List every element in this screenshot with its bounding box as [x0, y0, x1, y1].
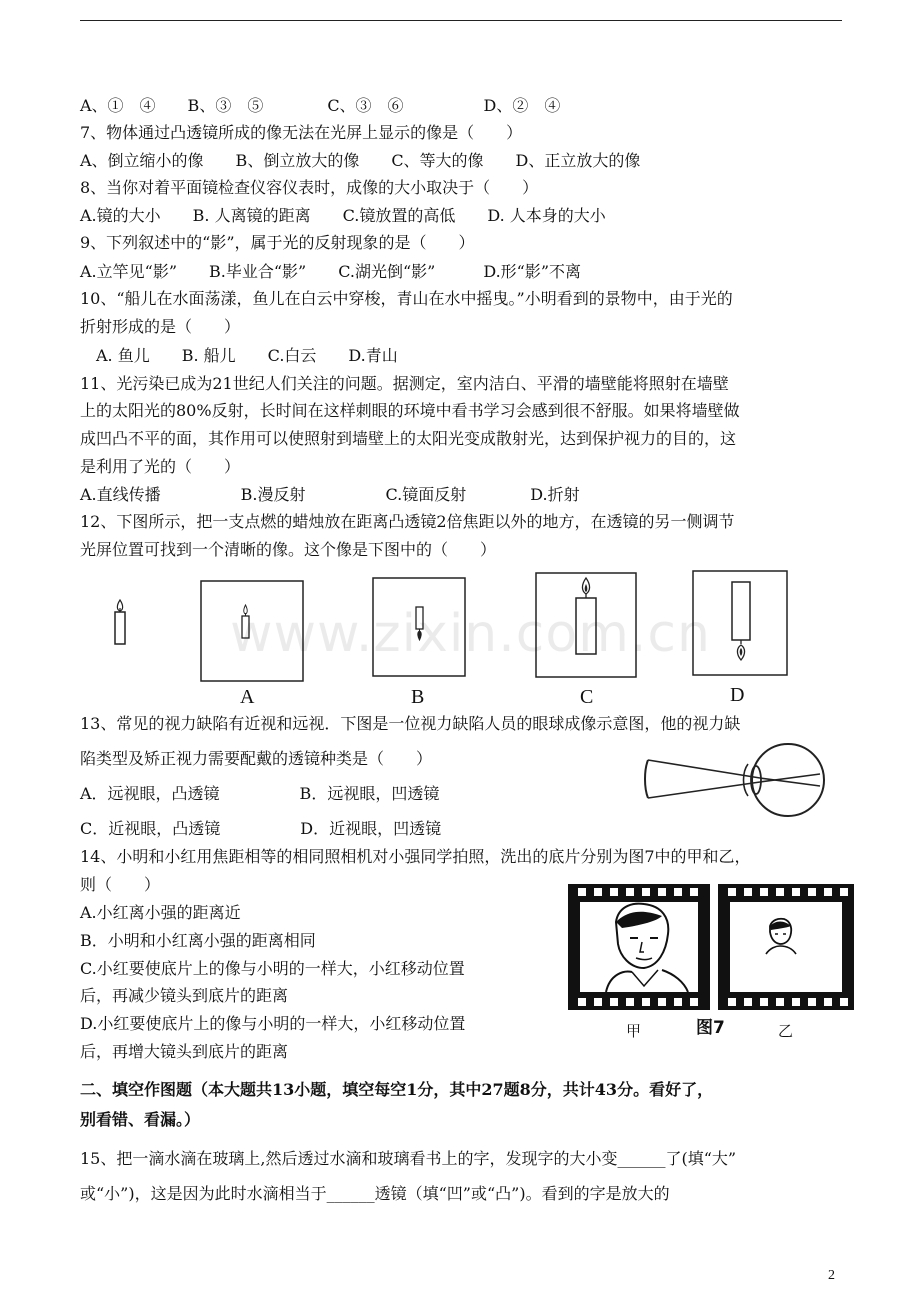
fig7-film-negatives: [566, 882, 856, 1012]
q10-stem-line1: 10、“船儿在水面荡漾，鱼儿在白云中穿梭，青山在水中摇曳。”小明看到的景物中，由于光的: [80, 289, 733, 308]
q15-line1: 15、把一滴水滴在玻璃上,然后透过水滴和玻璃看书上的字，发现字的大小变______了(填“大”: [80, 1149, 737, 1168]
fig12-label-c: C: [580, 686, 594, 708]
q14-option-c-line1: C.小红要使底片上的像与小明的一样大，小红移动位置: [80, 959, 465, 978]
q14-option-a: A.小红离小强的距离近: [80, 903, 241, 922]
q8-options: A.镜的大小 B. 人离镜的距离 C.镜放置的高低 D. 人本身的大小: [80, 206, 606, 225]
q11-stem-line2: 上的太阳光的80%反射，长时间在这样刺眼的环境中看书学习会感到很不舒服。如果将墙壁做: [80, 401, 740, 420]
section2-heading-line2: 别看错、看漏。）: [80, 1110, 201, 1129]
fig12-option-d: [692, 570, 788, 676]
section2-heading-line1: 二、填空作图题（本大题共13小题，填空每空1分，其中27题8分，共计43分。看好了，: [80, 1080, 714, 1099]
q13-stem-line2: 陷类型及矫正视力需要配戴的透镜种类是（ ）: [80, 749, 433, 768]
q11-stem-line4: 是利用了光的（ ）: [80, 457, 241, 476]
q14-option-c-line2: 后，再减少镜头到底片的距离: [80, 986, 289, 1005]
q14-option-d-line2: 后，再增大镜头到底片的距离: [80, 1042, 289, 1061]
fig12-label-a: A: [240, 686, 255, 708]
q11-stem-line3: 成凹凸不平的面，其作用可以使照射到墙壁上的太阳光变成散射光，达到保护视力的目的，这: [80, 429, 737, 448]
q14-stem-line1: 14、小明和小红用焦距相等的相同照相机对小强同学拍照，洗出的底片分别为图7中的甲和乙，: [80, 847, 751, 866]
q9-stem: 9、下列叙述中的“影”，属于光的反射现象的是（ ）: [80, 233, 475, 252]
q7-stem: 7、物体通过凸透镜所成的像无法在光屏上显示的像是（ ）: [80, 123, 523, 142]
fig12-option-c: [535, 572, 637, 678]
q12-stem-line2: 光屏位置可找到一个清晰的像。这个像是下图中的（ ）: [80, 540, 497, 559]
q6-options: A、① ④ B、③ ⑤ C、③ ⑥ D、② ④: [80, 96, 561, 115]
q14-stem-line2: 则（ ）: [80, 875, 161, 894]
q13-options-ab: A．远视眼，凸透镜 B．远视眼，凹透镜: [80, 784, 440, 803]
fig7-label-jia: 甲: [626, 1022, 642, 1040]
q14-option-d-line1: D.小红要使底片上的像与小明的一样大，小红移动位置: [80, 1014, 466, 1033]
fig7-title: 图7: [696, 1018, 725, 1038]
header-rule: [80, 20, 842, 21]
fig7-label-yi: 乙: [778, 1022, 794, 1040]
q8-stem: 8、当你对着平面镜检查仪容仪表时，成像的大小取决于（ ）: [80, 178, 539, 197]
fig13-eye-diagram: [640, 740, 840, 820]
q11-stem-line1: 11、光污染已成为21世纪人们关注的问题。据测定，室内洁白、平滑的墙壁能将照射在墙壁: [80, 374, 729, 393]
fig12-option-b: [372, 577, 466, 677]
fig12-source-candle: [110, 596, 130, 646]
q7-options: A、倒立缩小的像 B、倒立放大的像 C、等大的像 D、正立放大的像: [80, 151, 641, 170]
q9-options: A.立竿见“影” B.毕业合“影” C.湖光倒“影” D.形“影”不离: [80, 262, 582, 281]
q11-options: A.直线传播 B.漫反射 C.镜面反射 D.折射: [80, 485, 580, 504]
watermark: www.zixin.com.cn: [230, 604, 711, 664]
fig12-label-b: B: [411, 686, 425, 708]
fig12-option-a: [200, 580, 304, 682]
q13-stem-line1: 13、常见的视力缺陷有近视和远视．下图是一位视力缺陷人员的眼球成像示意图，他的视力缺: [80, 714, 741, 733]
fig12-label-d: D: [730, 684, 745, 706]
page-number: 2: [828, 1268, 835, 1283]
q13-options-cd: C．近视眼，凸透镜 D．近视眼，凹透镜: [80, 819, 442, 838]
q10-stem-line2: 折射形成的是（ ）: [80, 317, 241, 336]
q10-options: A. 鱼儿 B. 船儿 C.白云 D.青山: [80, 346, 398, 365]
q14-option-b: B．小明和小红离小强的距离相同: [80, 931, 316, 950]
q12-stem-line1: 12、下图所示，把一支点燃的蜡烛放在距离凸透镜2倍焦距以外的地方，在透镜的另一侧调节: [80, 512, 735, 531]
q15-line2: 或“小”)，这是因为此时水滴相当于______透镜（填“凹”或“凸”)。看到的字是放大的: [80, 1184, 670, 1203]
